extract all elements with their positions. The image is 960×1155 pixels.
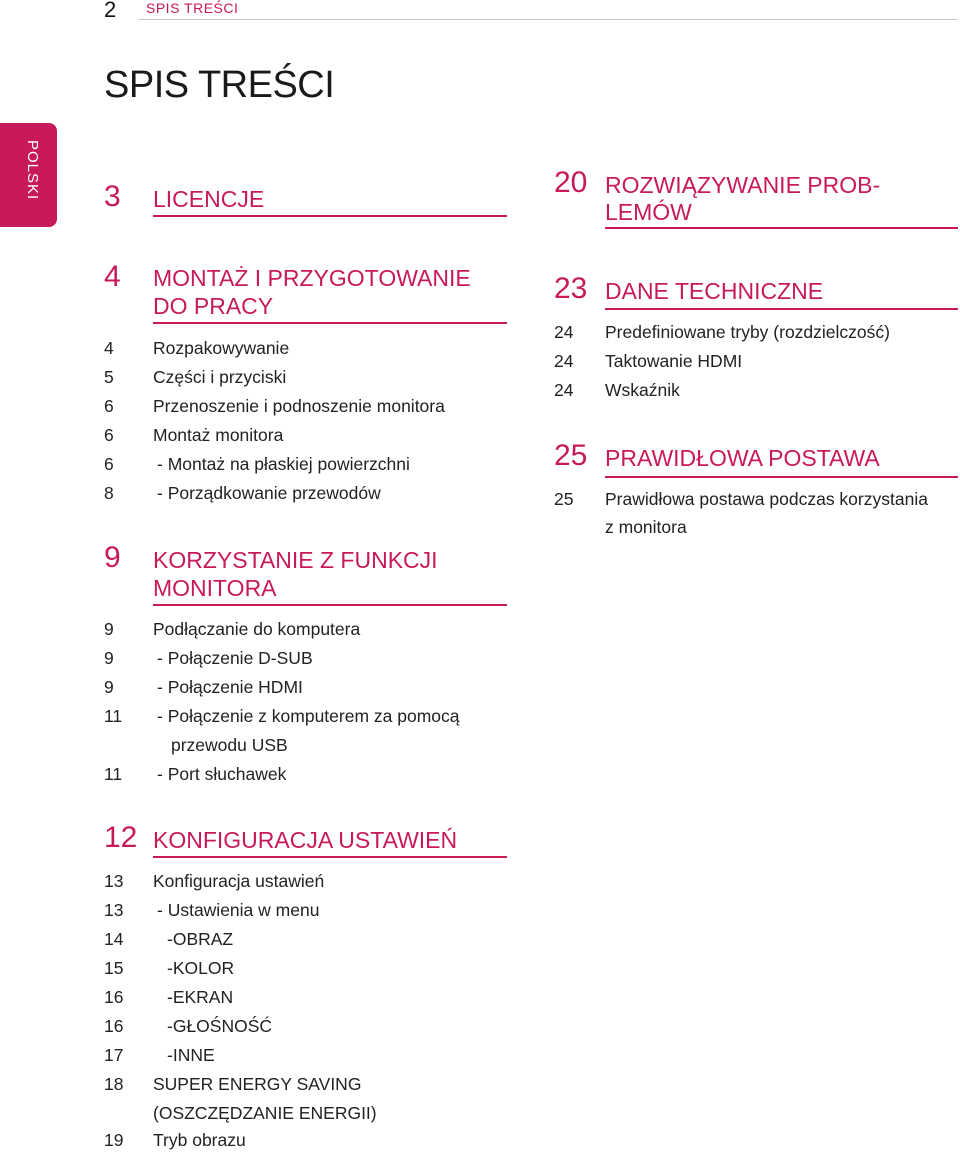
toc-section-korzystanie <box>104 543 507 607</box>
entry-page: 24 <box>554 380 574 400</box>
section-number: 12 <box>104 821 138 854</box>
toc-section-konfiguracja <box>104 823 507 863</box>
entry-page: 24 <box>554 351 574 371</box>
section-divider <box>605 476 958 478</box>
header-title: SPIS TREŚCI <box>146 0 239 16</box>
toc-section-dane-techniczne <box>554 274 958 314</box>
section-title-line-2[interactable]: LEMÓW <box>605 199 692 225</box>
entry-text: Podłączanie do komputera <box>153 619 361 639</box>
entry-text: -INNE <box>167 1045 215 1065</box>
section-title-line-1[interactable]: KORZYSTANIE Z FUNKCJI <box>153 547 438 573</box>
entry-text: SUPER ENERGY SAVING <box>153 1074 362 1094</box>
entry-page: 4 <box>104 338 114 358</box>
entry-text: -GŁOŚNOŚĆ <box>167 1016 273 1036</box>
entry-page: 11 <box>104 706 123 726</box>
section-number: 20 <box>554 166 588 199</box>
entry-page: 13 <box>104 871 124 891</box>
entry-text: - Port słuchawek <box>157 764 287 784</box>
section-divider <box>605 308 958 310</box>
section-title[interactable]: LICENCJE <box>153 186 265 212</box>
section-divider <box>605 227 958 229</box>
toc-section-prawidlowa-postawa <box>554 441 958 481</box>
toc-section-rozwiazywanie <box>554 167 958 231</box>
entry-text: -KOLOR <box>167 958 235 978</box>
entry-page: 19 <box>104 1130 124 1150</box>
entry-page: 18 <box>104 1074 124 1094</box>
section-number: 3 <box>104 180 121 213</box>
entry-text: Części i przyciski <box>153 367 287 387</box>
header-page-number: 2 <box>104 0 117 22</box>
entry-text: -OBRAZ <box>167 929 234 949</box>
toc-section-montaz <box>104 262 507 326</box>
section-divider <box>153 856 507 858</box>
entry-text: - Porządkowanie przewodów <box>157 483 381 503</box>
entry-text: (OSZCZĘDZANIE ENERGII) <box>153 1103 377 1123</box>
entry-text: - Połączenie z komputerem za pomocą <box>157 706 460 726</box>
entry-text: Montaż monitora <box>153 425 284 445</box>
header-divider <box>138 19 958 20</box>
entry-text: z monitora <box>605 517 687 537</box>
entry-text: - Montaż na płaskiej powierzchni <box>157 454 410 474</box>
entry-page: 9 <box>104 677 114 697</box>
section-title-line-2[interactable]: DO PRACY <box>153 293 274 319</box>
section-title[interactable]: KONFIGURACJA USTAWIEŃ <box>153 827 458 853</box>
entry-text: Prawidłowa postawa podczas korzystania <box>605 489 928 509</box>
section-number: 25 <box>554 439 588 472</box>
entry-text: - Połączenie HDMI <box>157 677 303 697</box>
entry-page: 25 <box>554 489 574 509</box>
section-title-line-1[interactable]: ROZWIĄZYWANIE PROB- <box>605 172 881 198</box>
section-number: 4 <box>104 260 121 293</box>
language-tab-label: POLSKI <box>24 140 41 201</box>
entry-page: 24 <box>554 322 574 342</box>
entry-text: - Połączenie D-SUB <box>157 648 313 668</box>
section-title-line-2[interactable]: MONITORA <box>153 575 277 601</box>
entry-page: 6 <box>104 454 114 474</box>
section-title-line-1[interactable]: MONTAŻ I PRZYGOTOWANIE <box>153 265 471 291</box>
entry-text: Taktowanie HDMI <box>605 351 743 371</box>
entry-page: 9 <box>104 648 114 668</box>
entry-page: 17 <box>104 1045 124 1065</box>
toc-section-licencje <box>104 180 507 220</box>
entry-text: -EKRAN <box>167 987 234 1007</box>
section-title[interactable]: DANE TECHNICZNE <box>605 278 824 304</box>
entry-text: przewodu USB <box>171 735 288 755</box>
section-divider <box>153 215 507 217</box>
entry-page: 16 <box>104 987 124 1007</box>
entry-text: Przenoszenie i podnoszenie monitora <box>153 396 445 416</box>
section-number: 23 <box>554 272 588 305</box>
entry-page: 6 <box>104 396 114 416</box>
entry-text: Rozpakowywanie <box>153 338 290 358</box>
entry-text: Predefiniowane tryby (rozdzielczość) <box>605 322 890 342</box>
entry-page: 9 <box>104 619 114 639</box>
page-title: SPIS TREŚCI <box>104 64 335 106</box>
entry-page: 8 <box>104 483 114 503</box>
entry-text: Wskaźnik <box>605 380 680 400</box>
entry-page: 5 <box>104 367 114 387</box>
entry-page: 16 <box>104 1016 124 1036</box>
entry-text: Tryb obrazu <box>153 1130 246 1150</box>
entry-page: 15 <box>104 958 124 978</box>
entry-page: 11 <box>104 764 123 784</box>
entry-text: Konfiguracja ustawień <box>153 871 325 891</box>
section-number: 9 <box>104 541 121 574</box>
entry-page: 14 <box>104 929 124 949</box>
section-divider <box>153 322 507 324</box>
entry-page: 6 <box>104 425 114 445</box>
section-title[interactable]: PRAWIDŁOWA POSTAWA <box>605 445 880 471</box>
section-divider <box>153 604 507 606</box>
entry-page: 13 <box>104 900 124 920</box>
entry-text: - Ustawienia w menu <box>157 900 320 920</box>
